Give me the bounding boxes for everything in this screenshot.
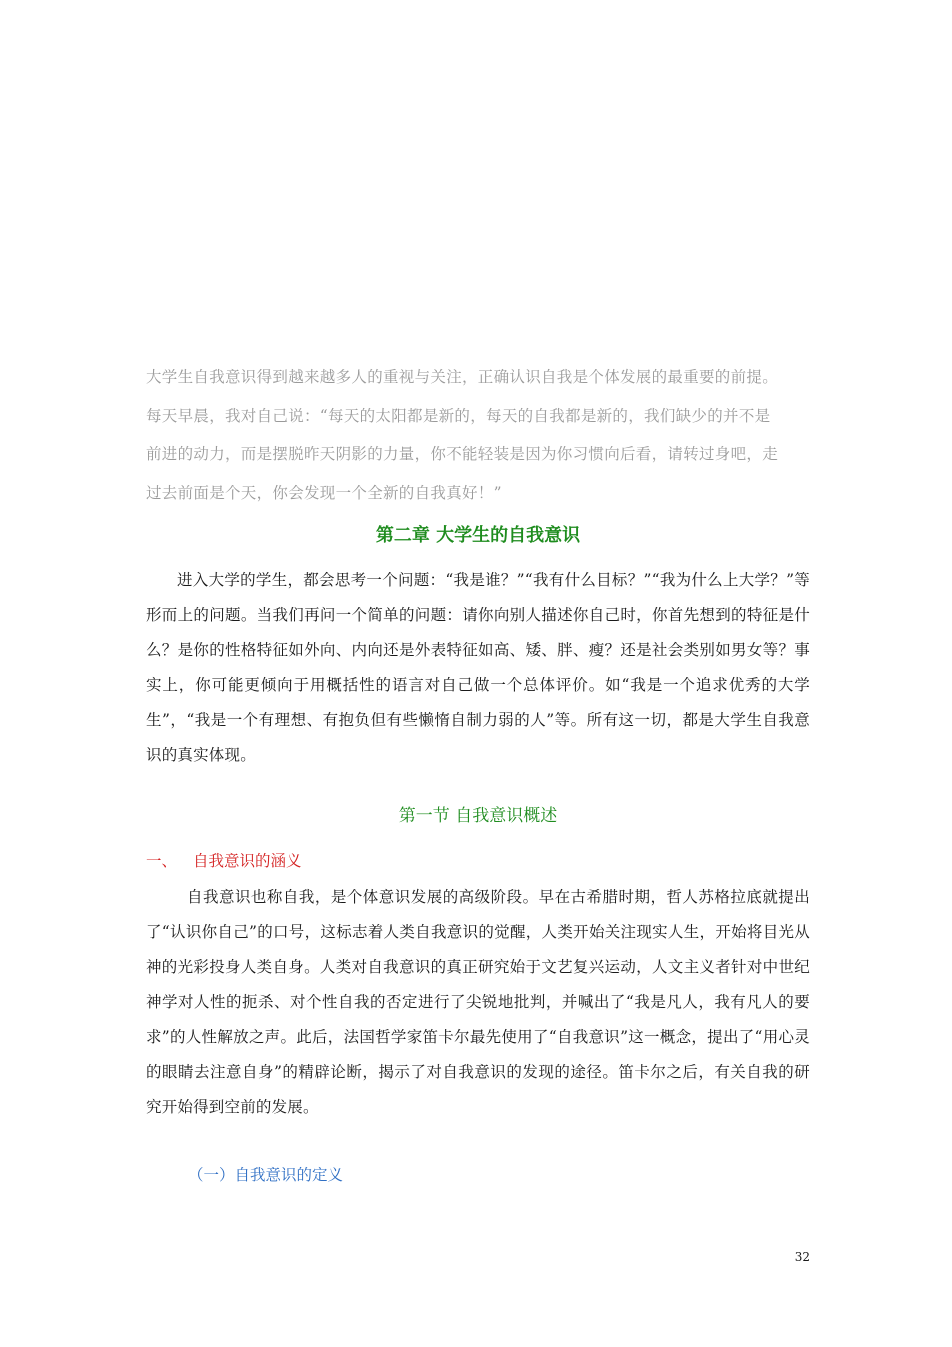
section-title: 第一节 自我意识概述 (398, 806, 558, 826)
intro-line: 前进的动力，而是摆脱昨天阴影的力量，你不能轻装是因为你习惯向后看，请转过身吧，走 (146, 445, 779, 463)
chapter-paragraph: 进入大学的学生，都会思考一个问题：“我是谁？”“我有什么目标？”“我为什么上大学？”等形而上的问题。当我们再问一个简单的问题：请你向别人描述你自己时，你首先想到的特征是什么？是你的性格特征如外向、内向还是外表特征如高、矮、胖、瘦？还是社会类别如男女等？事实上，你可能更倾向于用概括性的语言对自己做一个总体评价。如“我是一个追求优秀的大学生”，“我是一个有理想、有抱负但有些懒惰自制力弱的人”等。所有这一切，都是大学生自我意识的真实体现。 (146, 571, 810, 764)
subheading-text: 自我意识的涵义 (193, 852, 302, 870)
section-paragraph: 自我意识也称自我，是个体意识发展的高级阶段。早在古希腊时期，哲人苏格拉底就提出了“认识你自己”的口号，这标志着人类自我意识的觉醒，人类开始关注现实人生，开始将目光从神的光彩投身人类自身。人类对自我意识的真正研究始于文艺复兴运动，人文主义者针对中世纪神学对人性的扼杀、对个性自我的否定进行了尖锐地批判，并喊出了“我是凡人，我有凡人的要求”的人性解放之声。此后，法国哲学家笛卡尔最先使用了“自我意识”这一概念，提出了“用心灵的眼睛去注意自身”的精辟论断，揭示了对自我意识的发现的途径。笛卡尔之后，有关自我的研究开始得到空前的发展。 (146, 888, 810, 1116)
subheading (146, 846, 302, 876)
subsubheading: （一）自我意识的定义 (188, 1166, 344, 1184)
page-number: 32 (794, 1250, 810, 1264)
intro-line: 过去前面是个天，你会发现一个全新的自我真好！” (146, 483, 502, 502)
intro-quote (146, 358, 810, 512)
chapter-title: 第二章 大学生的自我意识 (375, 525, 581, 546)
subheading-number: 一、 (146, 852, 178, 870)
chapter-body (146, 563, 810, 773)
section-body (146, 880, 810, 1125)
intro-line: 每天早晨，我对自己说：“每天的太阳都是新的，每天的自我都是新的，我们缺少的并不是 (146, 406, 771, 425)
intro-line: 大学生自我意识得到越来越多人的重视与关注，正确认识自我是个体发展的最重要的前提。 (146, 368, 779, 386)
